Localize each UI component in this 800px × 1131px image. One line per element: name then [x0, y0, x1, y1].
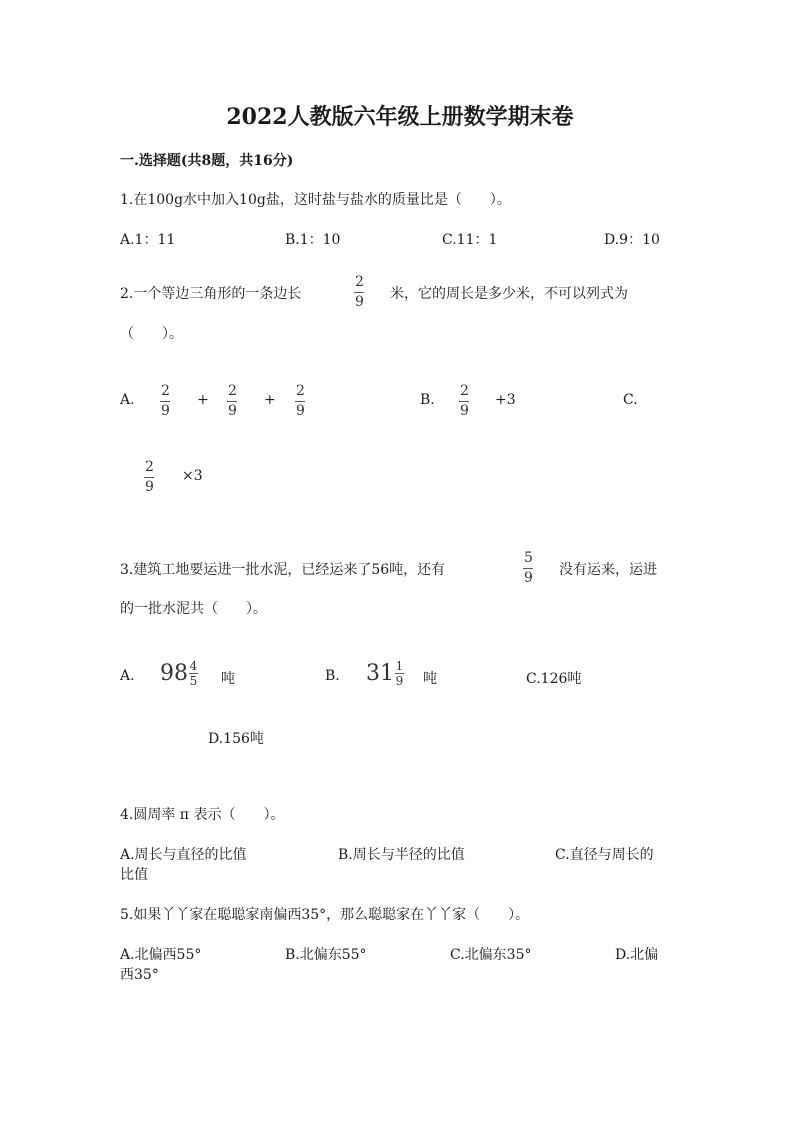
- question-4-option-a: A.周长与直径的比值: [120, 847, 247, 863]
- question-2-option-b-suffix: +3: [495, 392, 516, 408]
- fraction-numerator: 2: [228, 383, 237, 399]
- question-2-option-a-fraction-1: [160, 384, 171, 419]
- question-4-option-c: C.直径与周长的: [555, 847, 654, 863]
- question-3-option-d: D.156吨: [208, 731, 264, 747]
- question-4-option-b: B.周长与半径的比值: [338, 847, 465, 863]
- question-3-option-c: C.126吨: [526, 671, 582, 687]
- question-1-option-b: B.1：10: [285, 232, 341, 248]
- plus-sign: +: [264, 392, 276, 408]
- fraction-numerator: 4: [189, 659, 198, 673]
- question-1-option-a: A.1：11: [120, 232, 176, 248]
- fraction-bar: [459, 401, 469, 402]
- question-5-option-b: B.北偏东55°: [285, 947, 367, 963]
- mixed-fraction: [189, 660, 198, 687]
- fraction-bar: [523, 568, 533, 569]
- fraction-numerator: 1: [395, 659, 404, 673]
- mixed-whole: 98: [160, 661, 188, 686]
- question-3-option-a-label: A.: [120, 668, 135, 684]
- question-1-option-c: C.11：1: [442, 232, 498, 248]
- question-2-option-a-label: A.: [120, 392, 135, 408]
- question-2-stem-end: 米，它的周长是多少米，不可以列式为: [390, 286, 628, 302]
- fraction-numerator: 2: [296, 383, 305, 399]
- question-5-option-a: A.北偏西55°: [120, 947, 202, 963]
- fraction-numerator: 2: [355, 274, 364, 290]
- question-2-option-b-fraction: [459, 384, 470, 419]
- fraction-denominator: 9: [460, 403, 469, 419]
- fraction-bar: [295, 401, 305, 402]
- fraction-numerator: 2: [460, 383, 469, 399]
- question-2-option-a-fraction-3: [295, 384, 306, 419]
- question-3-option-b-label: B.: [325, 668, 340, 684]
- fraction-numerator: 5: [524, 550, 533, 566]
- question-2-fraction: [354, 275, 365, 310]
- question-5-option-c: C.北偏东35°: [450, 947, 532, 963]
- mixed-fraction: [395, 660, 404, 687]
- question-3-option-b-mixed-number: [366, 660, 404, 687]
- mixed-whole: 31: [366, 661, 394, 686]
- fraction-denominator: 5: [189, 674, 198, 688]
- question-3-option-a-mixed-number: [160, 660, 198, 687]
- fraction-denominator: 9: [145, 479, 154, 495]
- question-2-option-c-label: C.: [623, 392, 638, 408]
- fraction-numerator: 2: [161, 383, 170, 399]
- question-2-option-a-fraction-2: [227, 384, 238, 419]
- fraction-denominator: 9: [395, 674, 404, 688]
- fraction-denominator: 9: [228, 403, 237, 419]
- question-1-stem: 1.在100g水中加入10g盐，这时盐与盐水的质量比是（ ）。: [120, 192, 511, 208]
- question-5-stem: 5.如果丫丫家在聪聪家南偏西35°，那么聪聪家在丫丫家（ ）。: [120, 907, 530, 923]
- fraction-denominator: 9: [161, 403, 170, 419]
- fraction-denominator: 9: [296, 403, 305, 419]
- question-3-option-b-unit: 吨: [423, 671, 437, 687]
- fraction-denominator: 9: [524, 570, 533, 586]
- question-3-fraction: [523, 551, 534, 586]
- question-3-stem-end: 没有运来，运进: [559, 562, 657, 578]
- question-2-stem-line2: （ ）。: [120, 326, 183, 342]
- question-3-stem-line2: 的一批水泥共（ ）。: [120, 601, 267, 617]
- question-2-option-c-fraction: [144, 460, 155, 495]
- question-2-stem-start: 2.一个等边三角形的一条边长: [120, 286, 302, 302]
- question-4-stem: 4.圆周率 π 表示（ ）。: [120, 807, 285, 823]
- fraction-bar: [354, 292, 364, 293]
- fraction-denominator: 9: [355, 294, 364, 310]
- question-5-option-d: D.北偏: [615, 947, 659, 963]
- fraction-bar: [144, 477, 154, 478]
- exam-title: 2022人教版六年级上册数学期末卷: [226, 104, 574, 130]
- section-heading: 一.选择题(共8题，共16分): [120, 153, 294, 169]
- question-2-option-c-suffix: ×3: [182, 468, 203, 484]
- fraction-numerator: 2: [145, 459, 154, 475]
- question-5-option-d-continued: 西35°: [120, 967, 159, 983]
- plus-sign: +: [197, 392, 209, 408]
- question-4-option-c-continued: 比值: [120, 867, 148, 883]
- fraction-bar: [160, 401, 170, 402]
- question-1-option-d: D.9：10: [604, 232, 660, 248]
- question-3-option-a-unit: 吨: [221, 671, 235, 687]
- fraction-bar: [227, 401, 237, 402]
- question-3-stem-start: 3.建筑工地要运进一批水泥，已经运来了56吨，还有: [120, 562, 446, 578]
- question-2-option-b-label: B.: [420, 392, 435, 408]
